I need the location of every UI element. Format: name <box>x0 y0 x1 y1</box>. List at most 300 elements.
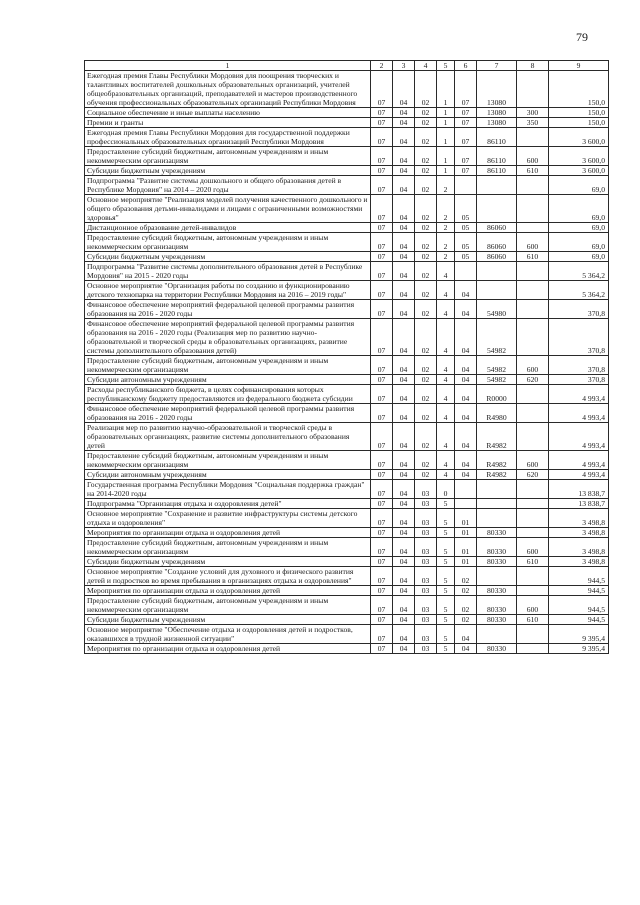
event-code-cell: 04 <box>455 356 477 375</box>
amount-cell: 13 838,7 <box>549 499 609 509</box>
program-code-cell: 03 <box>415 567 437 586</box>
event-code-cell: 01 <box>455 538 477 557</box>
subprogram-code-cell: 4 <box>437 451 455 470</box>
amount-cell: 3 600,0 <box>549 147 609 166</box>
program-code-cell: 02 <box>415 118 437 128</box>
section-code-cell: 07 <box>371 108 393 118</box>
column-header: 6 <box>455 61 477 71</box>
subsection-code-cell: 04 <box>393 557 415 567</box>
section-code-cell: 07 <box>371 147 393 166</box>
event-code-cell: 07 <box>455 166 477 176</box>
item-name-cell: Субсидии бюджетным учреждениям <box>85 252 371 262</box>
direction-code-cell: R4982 <box>477 451 517 470</box>
program-code-cell: 03 <box>415 499 437 509</box>
table-row <box>85 281 609 300</box>
subprogram-code-cell: 5 <box>437 596 455 615</box>
table-row <box>85 319 609 356</box>
subprogram-code-cell: 4 <box>437 423 455 451</box>
subprogram-code-cell: 1 <box>437 128 455 147</box>
expense-type-code-cell: 600 <box>517 356 549 375</box>
expense-type-code-cell <box>517 176 549 195</box>
item-name-cell: Предоставление субсидий бюджетным, автономным учреждениям и иным некоммерческим организациям <box>85 356 371 375</box>
event-code-cell: 04 <box>455 300 477 319</box>
event-code-cell <box>455 499 477 509</box>
subprogram-code-cell: 4 <box>437 300 455 319</box>
event-code-cell: 04 <box>455 470 477 480</box>
table-row <box>85 423 609 451</box>
subsection-code-cell: 04 <box>393 451 415 470</box>
item-name-cell: Мероприятия по организации отдыха и оздоровления детей <box>85 528 371 538</box>
table-row <box>85 128 609 147</box>
expense-type-code-cell: 610 <box>517 615 549 625</box>
amount-cell: 150,0 <box>549 108 609 118</box>
expense-type-code-cell: 600 <box>517 538 549 557</box>
event-code-cell: 05 <box>455 195 477 223</box>
direction-code-cell: 54982 <box>477 375 517 385</box>
column-header: 7 <box>477 61 517 71</box>
table-row <box>85 356 609 375</box>
program-code-cell: 02 <box>415 404 437 423</box>
direction-code-cell <box>477 567 517 586</box>
table-row <box>85 300 609 319</box>
program-code-cell: 02 <box>415 195 437 223</box>
subprogram-code-cell: 5 <box>437 625 455 644</box>
event-code-cell: 07 <box>455 147 477 166</box>
subprogram-code-cell: 4 <box>437 385 455 404</box>
subprogram-code-cell: 5 <box>437 557 455 567</box>
table-row <box>85 586 609 596</box>
item-name-cell: Предоставление субсидий бюджетным, автономным учреждениям и иным некоммерческим организациям <box>85 233 371 252</box>
expense-type-code-cell: 610 <box>517 166 549 176</box>
amount-cell: 150,0 <box>549 71 609 108</box>
table-row <box>85 404 609 423</box>
expense-type-code-cell: 600 <box>517 147 549 166</box>
direction-code-cell <box>477 499 517 509</box>
table-row <box>85 375 609 385</box>
item-name-cell: Финансовое обеспечение мероприятий федеральной целевой программы развития образования на 2016 - 2020 годы <box>85 404 371 423</box>
section-code-cell: 07 <box>371 528 393 538</box>
event-code-cell: 04 <box>455 385 477 404</box>
expense-type-code-cell <box>517 644 549 654</box>
amount-cell: 4 993,4 <box>549 470 609 480</box>
table-row <box>85 108 609 118</box>
program-code-cell: 03 <box>415 480 437 499</box>
table-row <box>85 195 609 223</box>
direction-code-cell: R4980 <box>477 404 517 423</box>
section-code-cell: 07 <box>371 499 393 509</box>
subsection-code-cell: 04 <box>393 404 415 423</box>
subprogram-code-cell: 2 <box>437 195 455 223</box>
subprogram-code-cell: 4 <box>437 281 455 300</box>
subprogram-code-cell: 2 <box>437 223 455 233</box>
subsection-code-cell: 04 <box>393 375 415 385</box>
direction-code-cell: 80330 <box>477 644 517 654</box>
event-code-cell: 02 <box>455 586 477 596</box>
direction-code-cell: 54982 <box>477 356 517 375</box>
subprogram-code-cell: 5 <box>437 615 455 625</box>
subsection-code-cell: 04 <box>393 356 415 375</box>
subprogram-code-cell: 5 <box>437 499 455 509</box>
event-code-cell: 07 <box>455 128 477 147</box>
direction-code-cell: 54980 <box>477 300 517 319</box>
subprogram-code-cell: 5 <box>437 509 455 528</box>
item-name-cell: Основное мероприятие "Организация работы по созданию и функционированию детского технопарка на территории Республики Мордовия на 2016 – 2019 годы" <box>85 281 371 300</box>
item-name-cell: Субсидии бюджетным учреждениям <box>85 615 371 625</box>
expense-type-code-cell <box>517 423 549 451</box>
amount-cell: 4 993,4 <box>549 423 609 451</box>
direction-code-cell: 80330 <box>477 538 517 557</box>
subsection-code-cell: 04 <box>393 499 415 509</box>
section-code-cell: 07 <box>371 118 393 128</box>
column-header: 2 <box>371 61 393 71</box>
subsection-code-cell: 04 <box>393 252 415 262</box>
subprogram-code-cell: 1 <box>437 108 455 118</box>
direction-code-cell: 80330 <box>477 528 517 538</box>
amount-cell: 944,5 <box>549 596 609 615</box>
program-code-cell: 03 <box>415 596 437 615</box>
program-code-cell: 02 <box>415 356 437 375</box>
program-code-cell: 03 <box>415 538 437 557</box>
item-name-cell: Субсидии бюджетным учреждениям <box>85 166 371 176</box>
column-header: 8 <box>517 61 549 71</box>
direction-code-cell: 80330 <box>477 586 517 596</box>
amount-cell: 944,5 <box>549 615 609 625</box>
subsection-code-cell: 04 <box>393 385 415 404</box>
expense-type-code-cell: 620 <box>517 375 549 385</box>
table-row <box>85 233 609 252</box>
expense-type-code-cell <box>517 567 549 586</box>
amount-cell: 4 993,4 <box>549 451 609 470</box>
direction-code-cell: 86060 <box>477 252 517 262</box>
item-name-cell: Основное мероприятие "Реализация моделей получения качественного дошкольного и общего образования детьми-инвалидами и лицами с ограниченными возможностями здоровья" <box>85 195 371 223</box>
budget-table <box>84 60 609 654</box>
program-code-cell: 03 <box>415 528 437 538</box>
subprogram-code-cell: 4 <box>437 375 455 385</box>
expense-type-code-cell <box>517 385 549 404</box>
item-name-cell: Субсидии бюджетным учреждениям <box>85 557 371 567</box>
table-row <box>85 262 609 281</box>
direction-code-cell: R4982 <box>477 470 517 480</box>
item-name-cell: Основное мероприятие "Создание условий для духовного и физического развития детей и подростков во время пребывания в организациях отдыха и оздоровления" <box>85 567 371 586</box>
item-name-cell: Подпрограмма "Развитие системы дополнительного образования детей в Республике Мордовия" на 2015 - 2020 годы <box>85 262 371 281</box>
event-code-cell: 04 <box>455 404 477 423</box>
event-code-cell: 04 <box>455 281 477 300</box>
expense-type-code-cell: 350 <box>517 118 549 128</box>
amount-cell: 3 498,8 <box>549 528 609 538</box>
direction-code-cell <box>477 176 517 195</box>
direction-code-cell: 86110 <box>477 147 517 166</box>
direction-code-cell: 80330 <box>477 596 517 615</box>
subsection-code-cell: 04 <box>393 176 415 195</box>
item-name-cell: Субсидии автономным учреждениям <box>85 470 371 480</box>
expense-type-code-cell <box>517 509 549 528</box>
direction-code-cell: 13080 <box>477 71 517 108</box>
subsection-code-cell: 04 <box>393 108 415 118</box>
amount-cell: 5 364,2 <box>549 281 609 300</box>
program-code-cell: 03 <box>415 557 437 567</box>
program-code-cell: 02 <box>415 252 437 262</box>
event-code-cell: 07 <box>455 71 477 108</box>
event-code-cell: 01 <box>455 509 477 528</box>
item-name-cell: Предоставление субсидий бюджетным, автономным учреждениям и иным некоммерческим организациям <box>85 147 371 166</box>
table-row <box>85 71 609 108</box>
subprogram-code-cell: 4 <box>437 470 455 480</box>
section-code-cell: 07 <box>371 166 393 176</box>
item-name-cell: Премии и гранты <box>85 118 371 128</box>
table-row <box>85 615 609 625</box>
section-code-cell: 07 <box>371 300 393 319</box>
expense-type-code-cell <box>517 499 549 509</box>
table-row <box>85 509 609 528</box>
amount-cell: 13 838,7 <box>549 480 609 499</box>
expense-type-code-cell <box>517 319 549 356</box>
section-code-cell: 07 <box>371 586 393 596</box>
event-code-cell <box>455 176 477 195</box>
event-code-cell: 01 <box>455 528 477 538</box>
table-row <box>85 625 609 644</box>
direction-code-cell <box>477 195 517 223</box>
event-code-cell: 07 <box>455 118 477 128</box>
expense-type-code-cell: 600 <box>517 596 549 615</box>
expense-type-code-cell: 600 <box>517 233 549 252</box>
section-code-cell: 07 <box>371 71 393 108</box>
subprogram-code-cell: 5 <box>437 538 455 557</box>
program-code-cell: 02 <box>415 128 437 147</box>
program-code-cell: 03 <box>415 644 437 654</box>
program-code-cell: 02 <box>415 300 437 319</box>
program-code-cell: 02 <box>415 375 437 385</box>
amount-cell: 944,5 <box>549 567 609 586</box>
item-name-cell: Предоставление субсидий бюджетным, автономным учреждениям и иным некоммерческим организациям <box>85 451 371 470</box>
table-row <box>85 528 609 538</box>
expense-type-code-cell <box>517 71 549 108</box>
section-code-cell: 07 <box>371 223 393 233</box>
item-name-cell: Социальное обеспечение и иные выплаты населению <box>85 108 371 118</box>
item-name-cell: Основное мероприятие "Сохранение и развитие инфраструктуры системы детского отдыха и оздоровления" <box>85 509 371 528</box>
expense-type-code-cell: 620 <box>517 470 549 480</box>
direction-code-cell <box>477 480 517 499</box>
amount-cell: 3 498,8 <box>549 509 609 528</box>
subprogram-code-cell: 1 <box>437 71 455 108</box>
subprogram-code-cell: 2 <box>437 252 455 262</box>
subsection-code-cell: 04 <box>393 625 415 644</box>
program-code-cell: 02 <box>415 423 437 451</box>
event-code-cell <box>455 262 477 281</box>
section-code-cell: 07 <box>371 128 393 147</box>
program-code-cell: 02 <box>415 281 437 300</box>
direction-code-cell: 80330 <box>477 557 517 567</box>
section-code-cell: 07 <box>371 404 393 423</box>
direction-code-cell: 54982 <box>477 319 517 356</box>
program-code-cell: 02 <box>415 147 437 166</box>
amount-cell: 69,0 <box>549 223 609 233</box>
column-header: 5 <box>437 61 455 71</box>
item-name-cell: Ежегодная премия Главы Республики Мордовия для государственной поддержки профессиональных образовательных организаций Республики Мордовия <box>85 128 371 147</box>
amount-cell: 370,8 <box>549 300 609 319</box>
event-code-cell: 02 <box>455 615 477 625</box>
direction-code-cell <box>477 625 517 644</box>
amount-cell: 3 600,0 <box>549 128 609 147</box>
expense-type-code-cell <box>517 195 549 223</box>
table-row <box>85 499 609 509</box>
event-code-cell: 04 <box>455 423 477 451</box>
amount-cell: 370,8 <box>549 375 609 385</box>
section-code-cell: 07 <box>371 567 393 586</box>
expense-type-code-cell <box>517 300 549 319</box>
item-name-cell: Основное мероприятие "Обеспечение отдыха и оздоровления детей и подростков, оказавшихся в трудной жизненной ситуации" <box>85 625 371 644</box>
subprogram-code-cell: 4 <box>437 319 455 356</box>
subprogram-code-cell: 1 <box>437 166 455 176</box>
section-code-cell: 07 <box>371 176 393 195</box>
program-code-cell: 02 <box>415 108 437 118</box>
direction-code-cell: R0000 <box>477 385 517 404</box>
program-code-cell: 03 <box>415 586 437 596</box>
subprogram-code-cell: 5 <box>437 528 455 538</box>
subprogram-code-cell: 2 <box>437 176 455 195</box>
program-code-cell: 02 <box>415 223 437 233</box>
section-code-cell: 07 <box>371 509 393 528</box>
subsection-code-cell: 04 <box>393 528 415 538</box>
amount-cell: 9 395,4 <box>549 625 609 644</box>
direction-code-cell: 13080 <box>477 108 517 118</box>
direction-code-cell: 86060 <box>477 233 517 252</box>
table-row <box>85 176 609 195</box>
item-name-cell: Мероприятия по организации отдыха и оздоровления детей <box>85 586 371 596</box>
subprogram-code-cell: 5 <box>437 586 455 596</box>
direction-code-cell: 86060 <box>477 223 517 233</box>
subsection-code-cell: 04 <box>393 480 415 499</box>
direction-code-cell <box>477 281 517 300</box>
expense-type-code-cell <box>517 586 549 596</box>
program-code-cell: 03 <box>415 615 437 625</box>
page-number: 79 <box>576 30 588 44</box>
expense-type-code-cell: 300 <box>517 108 549 118</box>
subprogram-code-cell: 4 <box>437 404 455 423</box>
expense-type-code-cell <box>517 528 549 538</box>
item-name-cell: Государственная программа Республики Мордовия "Социальная поддержка граждан" на 2014-2020 годы <box>85 480 371 499</box>
table-row <box>85 557 609 567</box>
item-name-cell: Субсидии автономным учреждениям <box>85 375 371 385</box>
subsection-code-cell: 04 <box>393 538 415 557</box>
subsection-code-cell: 04 <box>393 223 415 233</box>
subsection-code-cell: 04 <box>393 147 415 166</box>
amount-cell: 944,5 <box>549 586 609 596</box>
expense-type-code-cell: 600 <box>517 451 549 470</box>
table-body <box>85 71 609 654</box>
amount-cell: 5 364,2 <box>549 262 609 281</box>
amount-cell: 3 498,8 <box>549 538 609 557</box>
section-code-cell: 07 <box>371 385 393 404</box>
item-name-cell: Подпрограмма "Развитие системы дошкольного и общего образования детей в Республике Мордовия" на 2014 – 2020 годы <box>85 176 371 195</box>
subsection-code-cell: 04 <box>393 644 415 654</box>
subprogram-code-cell: 5 <box>437 644 455 654</box>
item-name-cell: Предоставление субсидий бюджетным, автономным учреждениям и иным некоммерческим организациям <box>85 596 371 615</box>
table-row <box>85 644 609 654</box>
expense-type-code-cell <box>517 223 549 233</box>
column-header: 1 <box>85 61 371 71</box>
event-code-cell: 07 <box>455 108 477 118</box>
section-code-cell: 07 <box>371 451 393 470</box>
amount-cell: 370,8 <box>549 319 609 356</box>
section-code-cell: 07 <box>371 319 393 356</box>
table-row <box>85 470 609 480</box>
section-code-cell: 07 <box>371 557 393 567</box>
item-name-cell: Подпрограмма "Организация отдыха и оздоровления детей" <box>85 499 371 509</box>
event-code-cell: 04 <box>455 451 477 470</box>
section-code-cell: 07 <box>371 375 393 385</box>
table-row <box>85 596 609 615</box>
subprogram-code-cell: 5 <box>437 567 455 586</box>
table-row <box>85 385 609 404</box>
item-name-cell: Финансовое обеспечение мероприятий федеральной целевой программы развития образования на 2016 - 2020 годы (Реализация мер по развитию научно-образовательной и творческой среды в образовательных организациях, развитие системы дополнительного образования детей) <box>85 319 371 356</box>
subsection-code-cell: 04 <box>393 118 415 128</box>
subprogram-code-cell: 0 <box>437 480 455 499</box>
event-code-cell: 04 <box>455 625 477 644</box>
event-code-cell: 04 <box>455 375 477 385</box>
subsection-code-cell: 04 <box>393 71 415 108</box>
subprogram-code-cell: 4 <box>437 262 455 281</box>
direction-code-cell: 13080 <box>477 118 517 128</box>
expense-type-code-cell: 610 <box>517 557 549 567</box>
column-header: 4 <box>415 61 437 71</box>
subsection-code-cell: 04 <box>393 262 415 281</box>
expense-type-code-cell <box>517 262 549 281</box>
item-name-cell: Финансовое обеспечение мероприятий федеральной целевой программы развития образования на 2016 - 2020 годы <box>85 300 371 319</box>
amount-cell: 4 993,4 <box>549 404 609 423</box>
table-row <box>85 451 609 470</box>
program-code-cell: 02 <box>415 262 437 281</box>
event-code-cell: 05 <box>455 223 477 233</box>
amount-cell: 9 395,4 <box>549 644 609 654</box>
section-code-cell: 07 <box>371 281 393 300</box>
program-code-cell: 02 <box>415 166 437 176</box>
event-code-cell: 04 <box>455 644 477 654</box>
item-name-cell: Ежегодная премия Главы Республики Мордовия для поощрения творческих и талантливых воспитателей дошкольных образовательных организаций, учителей общеобразовательных организаций, преподавателей и мастеров производственного обучения профессиональных образовательных организаций Республики Мордовия <box>85 71 371 108</box>
column-number-row <box>85 61 609 71</box>
event-code-cell: 04 <box>455 319 477 356</box>
expense-type-code-cell: 610 <box>517 252 549 262</box>
table-row <box>85 538 609 557</box>
amount-cell: 69,0 <box>549 176 609 195</box>
table-row <box>85 118 609 128</box>
program-code-cell: 02 <box>415 233 437 252</box>
section-code-cell: 07 <box>371 252 393 262</box>
event-code-cell: 02 <box>455 596 477 615</box>
section-code-cell: 07 <box>371 644 393 654</box>
amount-cell: 3 498,8 <box>549 557 609 567</box>
section-code-cell: 07 <box>371 596 393 615</box>
subsection-code-cell: 04 <box>393 128 415 147</box>
amount-cell: 150,0 <box>549 118 609 128</box>
subsection-code-cell: 04 <box>393 319 415 356</box>
expense-type-code-cell <box>517 404 549 423</box>
amount-cell: 69,0 <box>549 233 609 252</box>
section-code-cell: 07 <box>371 538 393 557</box>
table-row <box>85 166 609 176</box>
section-code-cell: 07 <box>371 625 393 644</box>
item-name-cell: Реализация мер по развитию научно-образовательной и творческой среды в образовательных организациях, развитие системы дополнительного образования детей <box>85 423 371 451</box>
subsection-code-cell: 04 <box>393 166 415 176</box>
program-code-cell: 02 <box>415 451 437 470</box>
program-code-cell: 02 <box>415 385 437 404</box>
subsection-code-cell: 04 <box>393 509 415 528</box>
event-code-cell: 05 <box>455 252 477 262</box>
section-code-cell: 07 <box>371 470 393 480</box>
table-row <box>85 480 609 499</box>
expense-type-code-cell <box>517 480 549 499</box>
subprogram-code-cell: 4 <box>437 356 455 375</box>
amount-cell: 69,0 <box>549 195 609 223</box>
